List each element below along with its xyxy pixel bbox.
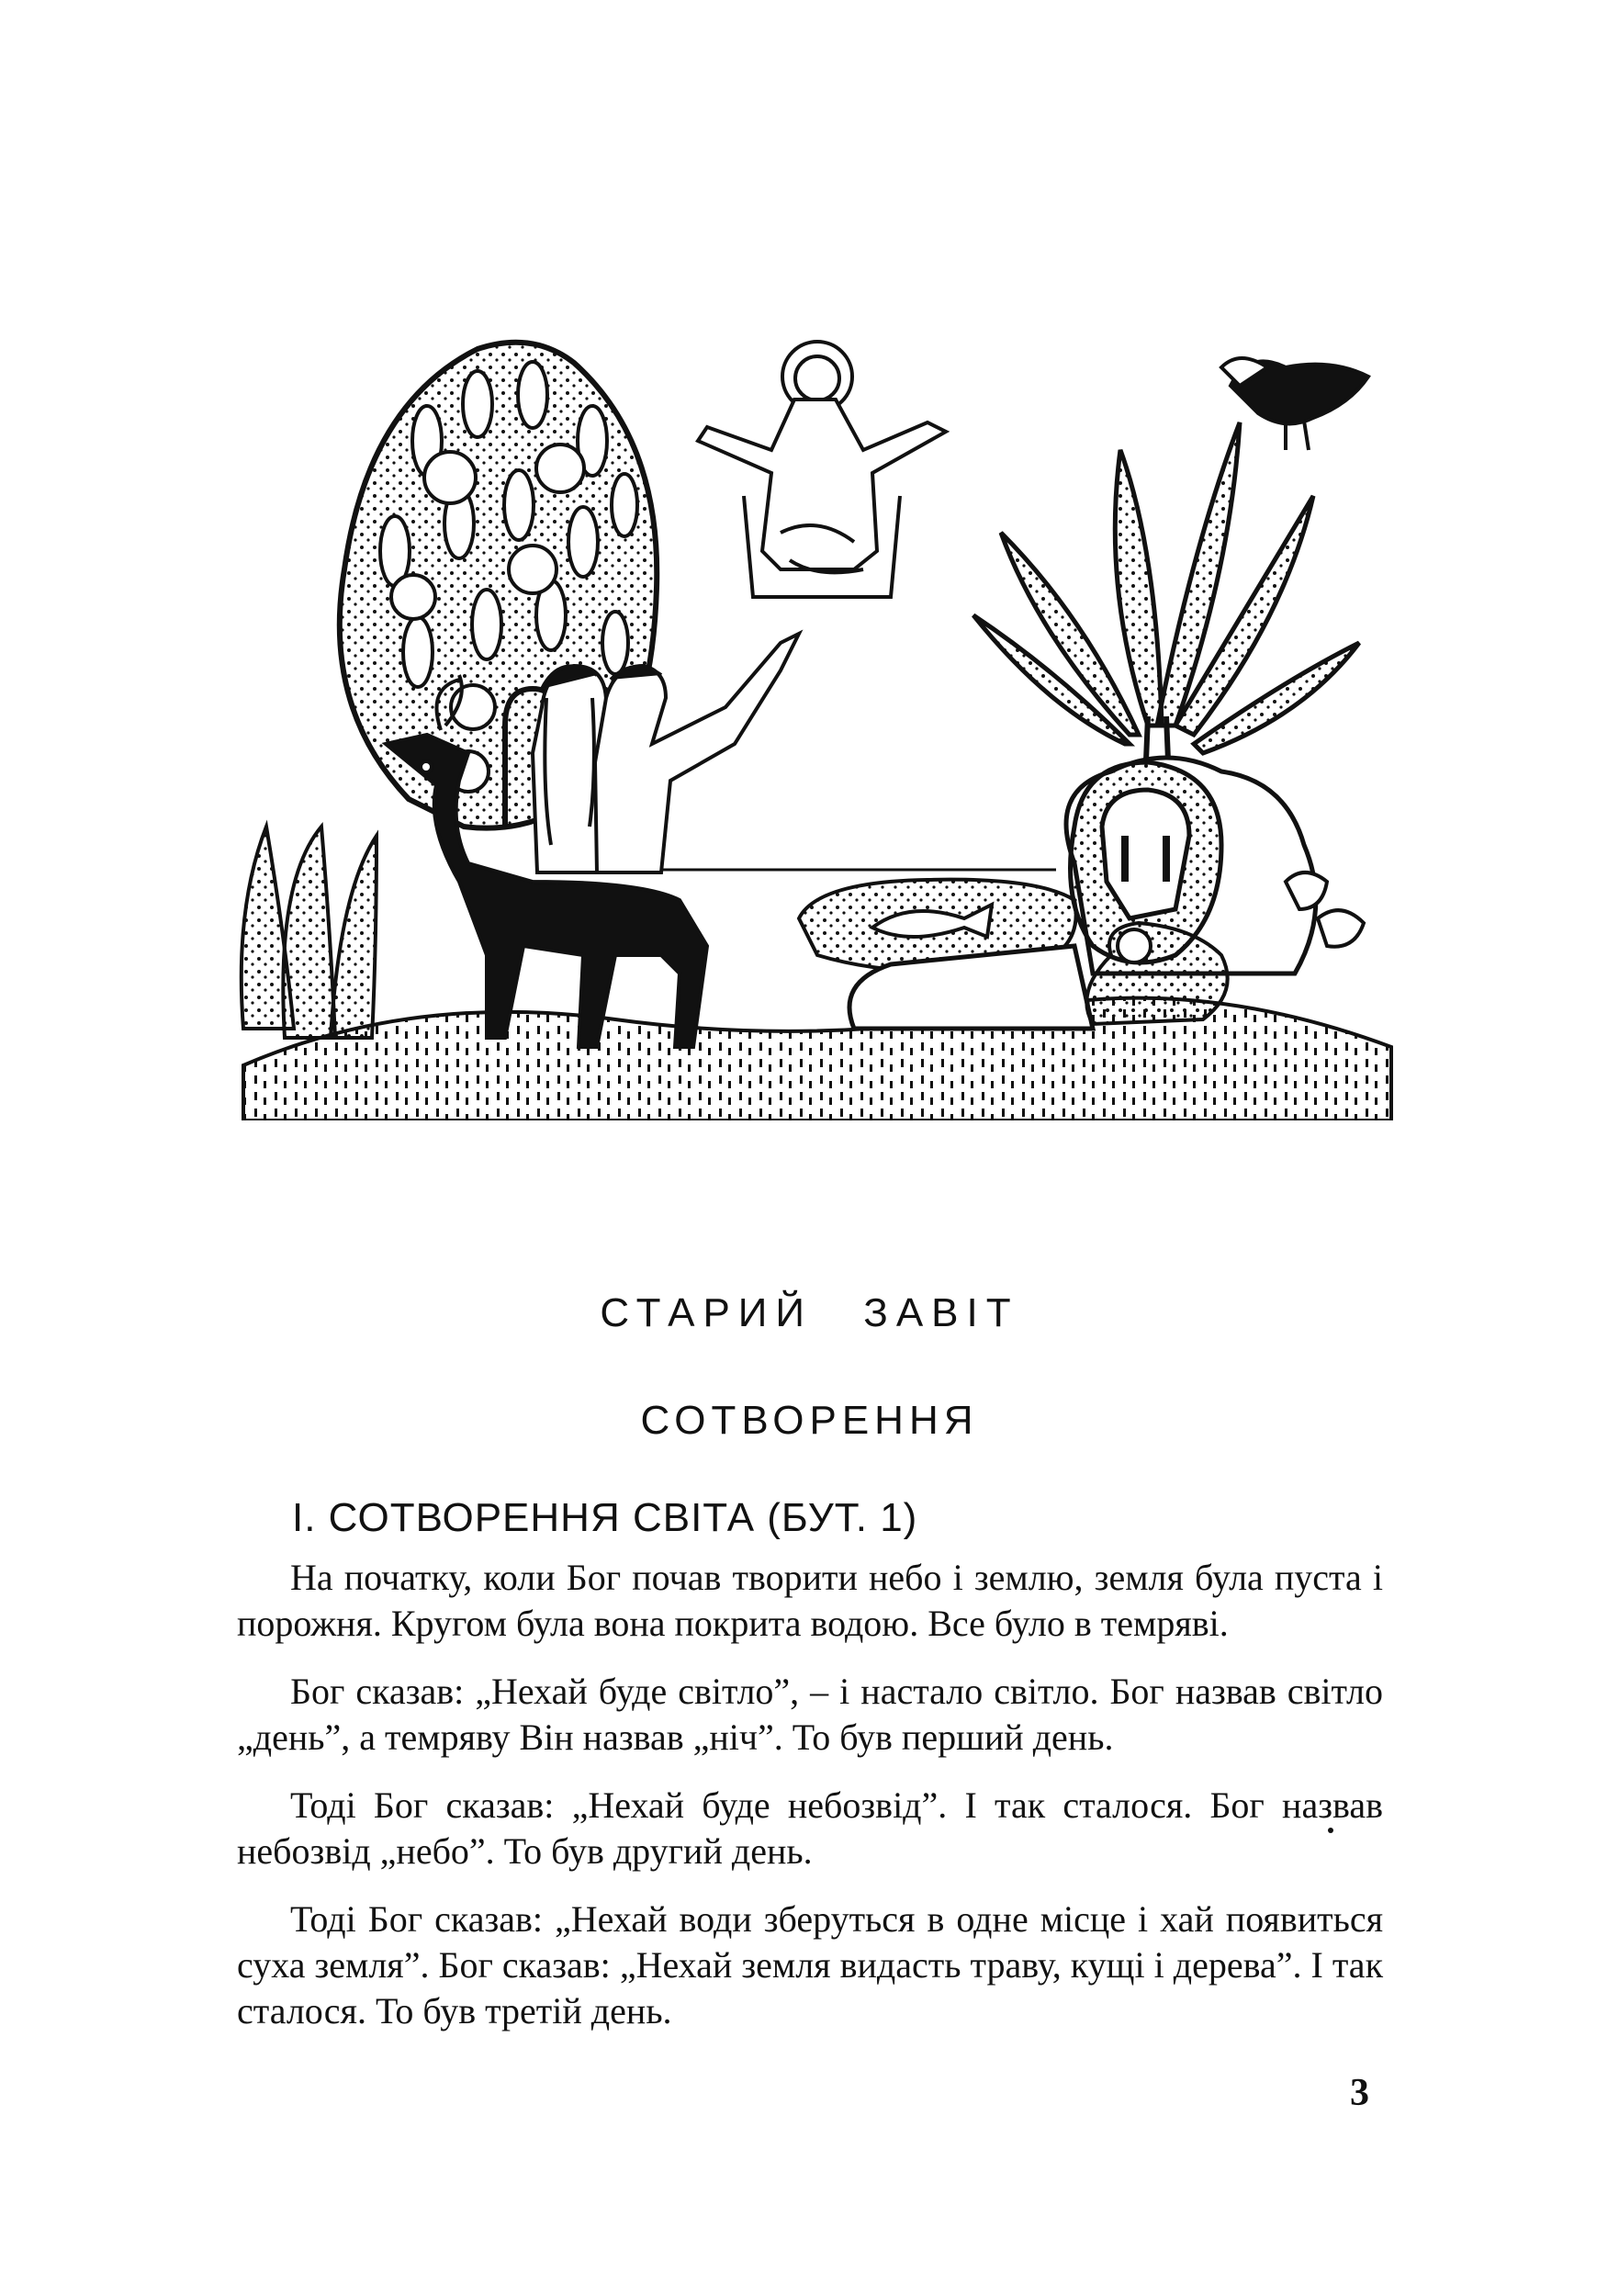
page-number: 3: [1350, 2072, 1369, 2114]
paragraph: Тоді Бог сказав: „Нехай води зберуться в одне місце і хай появиться суха земля”. Бог сказав: „Нехай земля видасть траву, кущі і дерева”. І так сталося. То був третій день.: [237, 1898, 1383, 2032]
text-body: [237, 1555, 1383, 2056]
chapter-heading: І. СОТВОРЕННЯ СВІТА (БУТ. 1): [292, 1495, 918, 1540]
left-grass: [242, 827, 377, 1038]
creator-figure: [698, 342, 946, 597]
sub-title: СОТВОРЕННЯ: [640, 1398, 979, 1443]
section-title: СТАРИЙ ЗАВІТ: [600, 1290, 1019, 1335]
bird-figure: [1221, 358, 1368, 450]
creation-illustration-svg: [230, 312, 1405, 1120]
paragraph: Бог сказав: „Нехай буде світло”, – і настало світло. Бог назвав світло „день”, а темряву Він назвав „ніч”. То був перший день.: [237, 1671, 1383, 1758]
paragraph: На початку, коли Бог почав творити небо і землю, земля була пуста і порожня. Кругом була вона покрита водою. Все було в темряві.: [237, 1557, 1383, 1644]
creation-illustration: [230, 312, 1405, 1120]
adam-figure: [595, 634, 799, 872]
paragraph: Тоді Бог сказав: „Нехай буде небозвід”. І так сталося. Бог назвав небозвід „небо”. То був другий день.: [237, 1784, 1383, 1872]
ground: [243, 998, 1391, 1120]
stray-dot: [1328, 1828, 1333, 1833]
